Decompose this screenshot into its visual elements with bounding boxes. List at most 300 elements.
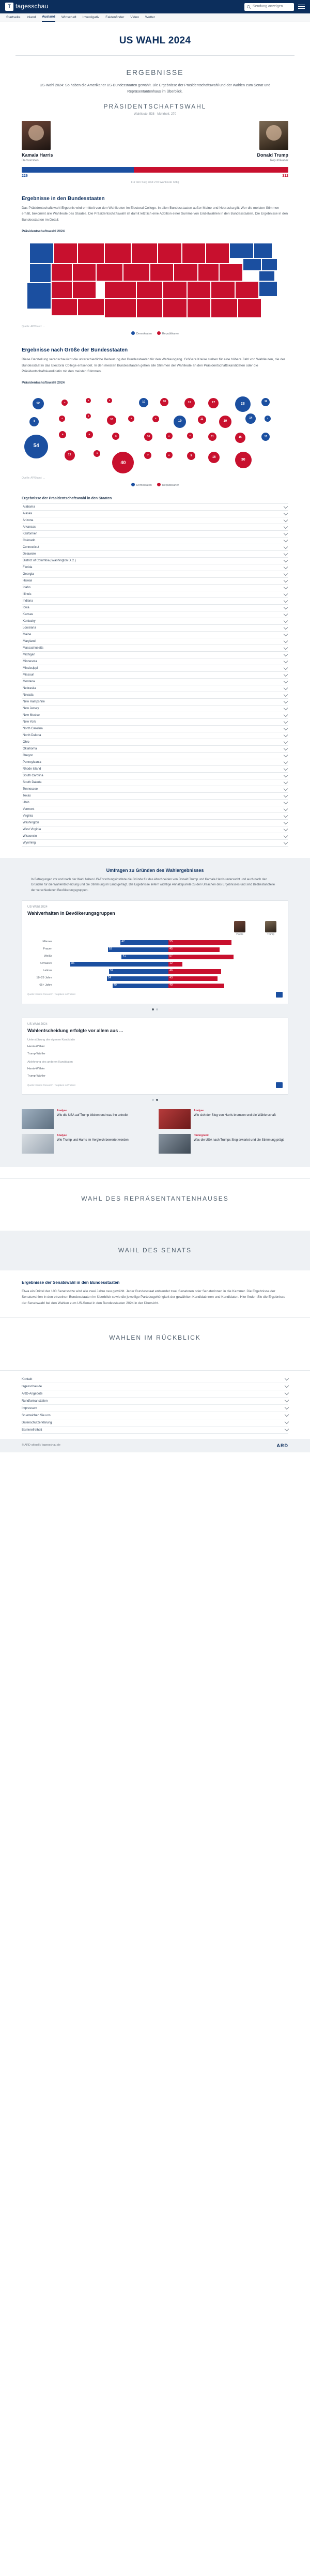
brand-name: tagesschau: [16, 3, 49, 10]
footer-link-label: So erreichen Sie uns: [22, 1414, 51, 1417]
motivation-chart-rejection: [27, 1066, 283, 1079]
state-name: Nevada: [23, 693, 34, 697]
state-ma[interactable]: [254, 243, 272, 258]
state-va[interactable]: [259, 281, 277, 297]
chart-row-label: Trump-Wähler: [27, 1052, 45, 1056]
teaser-kicker: Hintergrund: [194, 1134, 209, 1138]
state-sd[interactable]: [104, 243, 131, 264]
share-button[interactable]: [276, 992, 283, 998]
chevron-down-icon: [284, 793, 288, 797]
state-accordion-row[interactable]: [22, 786, 288, 793]
bubble-map-caption: Quelle: AP/Stand: ...: [22, 476, 45, 480]
footer-link-row[interactable]: [22, 1390, 288, 1398]
state-name: Washington: [23, 821, 39, 824]
state-accordion-row[interactable]: [22, 538, 288, 544]
nav-item-wetter[interactable]: Wetter: [145, 16, 155, 20]
state-az[interactable]: [51, 299, 78, 316]
bubble-ut[interactable]: 6: [86, 431, 93, 438]
state-accordion-row[interactable]: [22, 618, 288, 625]
state-wi[interactable]: [158, 243, 181, 264]
state-accordion-row[interactable]: [22, 679, 288, 685]
state-mo[interactable]: [136, 281, 163, 299]
bubble-va[interactable]: 13: [261, 433, 270, 441]
state-name: Maryland: [23, 639, 36, 643]
bubble-map-legend: [22, 483, 288, 488]
bubble-pa[interactable]: 19: [219, 416, 231, 428]
chevron-down-icon: [285, 1405, 289, 1409]
search-input[interactable]: [244, 3, 294, 11]
elector-bar-dem: [22, 167, 134, 173]
chevron-down-icon: [284, 685, 288, 689]
chevron-down-icon: [284, 585, 288, 589]
state-name: Minnesota: [23, 660, 37, 663]
chart-value-rep: 12: [169, 961, 173, 965]
chevron-down-icon: [284, 551, 288, 555]
bubble-ms[interactable]: 6: [187, 433, 193, 439]
main-navigation: [0, 13, 310, 22]
state-accordion-row[interactable]: [22, 598, 288, 605]
state-accordion-row[interactable]: [22, 685, 288, 692]
footer-link-row[interactable]: [22, 1419, 288, 1427]
state-ar[interactable]: [163, 281, 187, 299]
state-id[interactable]: [51, 264, 72, 281]
bubble-nc[interactable]: 16: [235, 433, 245, 443]
chevron-down-icon: [284, 611, 288, 616]
footer-link-row[interactable]: [22, 1398, 288, 1405]
state-name: Kalifornien: [23, 532, 38, 535]
legend-gop: Republikaner: [157, 483, 179, 488]
bubble-ct[interactable]: 7: [265, 416, 271, 422]
bubble-ca[interactable]: 54: [24, 435, 48, 458]
state-accordion-row[interactable]: [22, 625, 288, 632]
state-name: Indiana: [23, 599, 33, 603]
state-results-block: [22, 195, 288, 336]
candidate-harris: [22, 121, 144, 163]
retrospective-section-heading: WAHLEN IM RÜCKBLICK: [0, 1317, 310, 1358]
state-name: Virginia: [23, 814, 33, 818]
state-name: Missouri: [23, 673, 35, 677]
state-fl[interactable]: [238, 299, 261, 318]
avatar: [22, 121, 51, 150]
state-ca[interactable]: [27, 283, 51, 309]
chevron-down-icon: [284, 618, 288, 622]
state-accordion-row[interactable]: [22, 840, 288, 847]
card-kicker: US-Wahl 2024: [27, 1022, 48, 1026]
chevron-down-icon: [284, 578, 288, 582]
presidential-summary: [22, 102, 288, 185]
state-name: Maine: [23, 633, 32, 636]
bubble-ne[interactable]: 5: [128, 416, 134, 422]
state-name: New York: [23, 720, 36, 724]
chevron-down-icon: [284, 558, 288, 562]
bubble-ma[interactable]: 11: [261, 398, 270, 406]
bubble-sd[interactable]: 3: [107, 398, 112, 403]
bubble-wa[interactable]: 12: [33, 398, 44, 409]
states-accordion-title: Ergebnisse der Präsidentschaftswahl in den Staaten: [22, 497, 112, 501]
carousel-dots[interactable]: [0, 1099, 310, 1101]
bubble-in[interactable]: 11: [198, 416, 206, 424]
state-name: Arkansas: [23, 525, 36, 529]
chart-row: [27, 961, 283, 967]
chart-value-dem: 53: [109, 947, 112, 950]
bubble-ia[interactable]: 6: [152, 416, 159, 422]
chart-value-dem: 52: [110, 969, 114, 972]
chevron-down-icon: [284, 511, 288, 515]
state-nj[interactable]: [243, 258, 261, 271]
chart-value: 50: [60, 1070, 64, 1074]
chevron-down-icon: [284, 732, 288, 737]
elector-bar-gop: [134, 167, 288, 173]
chevron-down-icon: [284, 672, 288, 676]
state-accordion-row[interactable]: [22, 706, 288, 712]
state-accordion-row[interactable]: [22, 517, 288, 524]
state-mi[interactable]: [182, 243, 206, 264]
state-name: Oregon: [23, 754, 34, 757]
bubble-la[interactable]: 8: [166, 452, 173, 458]
footer-link-row[interactable]: [22, 1376, 288, 1383]
top-header-bar: [0, 0, 310, 13]
bubble-or[interactable]: 8: [29, 417, 39, 426]
chart-row-label: Weiße: [44, 955, 52, 958]
state-wa[interactable]: [29, 243, 53, 264]
chevron-down-icon: [284, 658, 288, 663]
state-name: North Dakota: [23, 733, 41, 737]
state-name: Nebraska: [23, 686, 36, 690]
state-accordion-row[interactable]: [22, 692, 288, 699]
state-accordion-row[interactable]: [22, 531, 288, 538]
chart-row-label: Latinos: [43, 969, 52, 973]
state-al[interactable]: [187, 299, 211, 318]
us-choropleth-map[interactable]: [22, 236, 288, 323]
state-accordion-row[interactable]: [22, 665, 288, 672]
brand-logo[interactable]: [5, 2, 48, 11]
search-icon: [246, 5, 251, 9]
state-tx[interactable]: [104, 299, 136, 318]
state-accordion-row[interactable]: [22, 504, 288, 511]
state-name: Massachusetts: [23, 646, 44, 650]
state-accordion-row[interactable]: [22, 544, 288, 551]
footer-link-row[interactable]: [22, 1427, 288, 1434]
state-accordion-row[interactable]: [22, 551, 288, 558]
candidate-party: Republikaner: [270, 159, 288, 162]
teaser-kicker: Analyse: [194, 1109, 204, 1113]
footer-link-label: ARD-Angebote: [22, 1392, 43, 1396]
avatar: [259, 121, 288, 150]
state-wy[interactable]: [72, 264, 96, 281]
card-title: Wahlverhalten in Bevölkerungsgruppen: [27, 910, 115, 916]
candidate-trump: [166, 121, 288, 163]
chevron-down-icon: [284, 605, 288, 609]
state-accordion-row[interactable]: [22, 652, 288, 658]
footer-link-label: Rundfunkanstalten: [22, 1399, 48, 1403]
state-accordion-row[interactable]: [22, 591, 288, 598]
state-mn[interactable]: [131, 243, 158, 264]
state-accordion-row[interactable]: [22, 658, 288, 665]
bubble-co[interactable]: 10: [107, 416, 116, 425]
state-accordion-row[interactable]: [22, 726, 288, 732]
page-title: US WAHL 2024: [119, 35, 191, 46]
state-name: Georgia: [23, 572, 34, 576]
elector-bar-note: Für den Sieg sind 270 Wahlleute nötig: [131, 180, 179, 184]
state-in[interactable]: [198, 264, 219, 281]
state-ks[interactable]: [104, 281, 136, 299]
chevron-down-icon: [285, 1391, 289, 1395]
state-name: Delaware: [23, 552, 36, 556]
nav-item-investigativ[interactable]: Investigativ: [82, 16, 100, 20]
bubble-ks[interactable]: 6: [112, 433, 119, 440]
chevron-down-icon: [284, 800, 288, 804]
state-accordion-row[interactable]: [22, 719, 288, 726]
state-nv[interactable]: [51, 281, 72, 299]
state-accordion-row[interactable]: [22, 820, 288, 826]
footer-links: [22, 1376, 288, 1434]
bubble-ny[interactable]: 28: [235, 396, 251, 412]
bubble-nv[interactable]: 6: [59, 431, 66, 438]
bubble-map-subtitle: Präsidentschaftswahl 2024: [22, 381, 65, 385]
state-accordion-row[interactable]: [22, 746, 288, 753]
chevron-down-icon: [284, 766, 288, 770]
state-ia[interactable]: [150, 264, 174, 281]
carousel-dots[interactable]: [0, 1008, 310, 1010]
state-accordion-row[interactable]: [22, 739, 288, 746]
chevron-down-icon: [284, 753, 288, 757]
state-name: Rhode Island: [23, 767, 41, 771]
bubble-tx[interactable]: 40: [112, 452, 134, 473]
state-accordion-row[interactable]: [22, 779, 288, 786]
state-or[interactable]: [29, 264, 51, 283]
chevron-down-icon: [284, 826, 288, 831]
bubble-wy[interactable]: 3: [86, 413, 91, 419]
chevron-down-icon: [285, 1398, 289, 1402]
bubble-fl[interactable]: 30: [235, 452, 252, 468]
group-label-support: Unterstützung der eigenen Kandidatin: [27, 1038, 75, 1041]
chevron-down-icon: [284, 504, 288, 508]
results-lead-text: US-Wahl 2024: So haben die Amerikaner US-Bundesstaaten gewählt. Die Ergebnisse der Präsidentschaftswahl und der Wahlen zum Senat und Repräsentantenhaus im Überblick.: [39, 83, 271, 94]
state-pa[interactable]: [219, 264, 243, 281]
chevron-down-icon: [285, 1420, 289, 1424]
state-name: Kansas: [23, 612, 34, 616]
footer-link-row[interactable]: [22, 1383, 288, 1390]
surveys-text: In Befragungen vor und nach der Wahl haben US-Forschungsinstitute die Gründe für das Abschneiden von Donald Trump und Kamala Harris untersucht und auch nach den Gründen für die Wahlentscheidung und die Stimmung im Land gefragt. Die Ergebnisse liefern wichtige Anhaltspunkte zu den Ursachen des Ergebnisses und sind Bildbestandteile der verschiedenen Bevölkerungsgruppen.: [31, 878, 275, 892]
bubble-az[interactable]: 11: [65, 450, 75, 461]
state-ct[interactable]: [261, 258, 277, 271]
chevron-down-icon: [285, 1427, 289, 1431]
bubble-il[interactable]: 19: [174, 416, 186, 428]
state-accordion-row[interactable]: [22, 564, 288, 571]
state-accordion-row[interactable]: [22, 773, 288, 779]
state-mt[interactable]: [54, 243, 78, 264]
bubble-id[interactable]: 4: [59, 416, 65, 422]
chevron-down-icon: [284, 806, 288, 810]
state-accordion-row[interactable]: [22, 759, 288, 766]
state-name: North Carolina: [23, 727, 43, 730]
bubble-ar[interactable]: 6: [166, 433, 173, 439]
state-name: Idaho: [23, 586, 31, 589]
nav-item-startseite[interactable]: Startseite: [6, 16, 21, 20]
chart-row: [27, 1045, 283, 1050]
state-accordion-row[interactable]: [22, 826, 288, 833]
avatar: [234, 921, 245, 932]
footer: [0, 1370, 310, 1452]
state-oh[interactable]: [206, 243, 229, 264]
chart-source: Quelle: Edison Research / Angaben in Prozent: [27, 993, 75, 996]
bubble-mi[interactable]: 15: [184, 398, 195, 408]
bubble-mo[interactable]: 10: [144, 433, 152, 441]
chevron-down-icon: [284, 598, 288, 602]
surveys-heading: Umfragen zu Gründen des Wahlergebnisses: [106, 868, 204, 873]
nav-item-faktenfinder[interactable]: Faktenfinder: [105, 16, 125, 20]
bubble-wi[interactable]: 10: [160, 398, 168, 406]
state-accordion-row[interactable]: [22, 699, 288, 706]
chart-row: [27, 976, 283, 982]
state-name: New Hampshire: [23, 700, 45, 703]
chart-row-label: Harris-Wähler: [27, 1045, 45, 1049]
size-map-title: Ergebnisse nach Größe der Bundesstaaten: [22, 347, 128, 353]
legend-dem: Demokraten: [131, 331, 152, 336]
state-name: Michigan: [23, 653, 36, 656]
state-accordion-row[interactable]: [22, 753, 288, 759]
state-ga[interactable]: [211, 299, 238, 318]
chevron-down-icon: [284, 759, 288, 763]
state-name: Alaska: [23, 512, 33, 515]
chart-row: [27, 954, 283, 960]
teaser-item[interactable]: [159, 1134, 288, 1154]
bubble-nj[interactable]: 14: [245, 413, 256, 424]
state-ms[interactable]: [187, 281, 211, 299]
chevron-down-icon: [284, 833, 288, 837]
state-nm[interactable]: [78, 299, 104, 316]
chart-card-voter-groups: [22, 900, 288, 1004]
teaser-item[interactable]: [159, 1109, 288, 1129]
state-accordion-row[interactable]: [22, 558, 288, 564]
state-accordion-row[interactable]: [22, 511, 288, 517]
state-accordion-row[interactable]: [22, 578, 288, 585]
map-subtitle: Präsidentschaftswahl 2024: [22, 229, 65, 234]
state-accordion-row[interactable]: [22, 793, 288, 800]
state-ne[interactable]: [123, 264, 150, 281]
bubble-tn[interactable]: 11: [208, 433, 216, 441]
bubble-ga[interactable]: 16: [208, 452, 220, 463]
bubble-nm[interactable]: 5: [94, 450, 100, 457]
chart-value-dem: 86: [71, 961, 75, 965]
bubble-mn[interactable]: 10: [139, 398, 148, 407]
teaser-grid: [22, 1109, 288, 1154]
state-accordion-row[interactable]: [22, 611, 288, 618]
menu-button[interactable]: [298, 5, 305, 9]
map-legend: [22, 331, 288, 336]
footer-link-row[interactable]: [22, 1412, 288, 1419]
search-placeholder-text: Sendung anzeigen: [253, 4, 283, 8]
chart-row-label: Frauen: [43, 947, 52, 951]
bubble-mt[interactable]: 4: [61, 400, 68, 406]
state-name: New Jersey: [23, 707, 39, 710]
state-accordion-row[interactable]: [22, 524, 288, 531]
state-name: South Dakota: [23, 780, 42, 784]
teaser-item[interactable]: [22, 1134, 151, 1154]
state-accordion-row[interactable]: [22, 571, 288, 578]
chart-value-rep: 46: [169, 969, 173, 972]
group-label-rejection: Ablehnung des anderen Kandidaten: [27, 1060, 73, 1064]
state-il[interactable]: [174, 264, 197, 281]
state-nc[interactable]: [235, 281, 259, 299]
presidential-subheading: Wahlleute: 538 · Mehrheit: 270: [134, 113, 176, 116]
share-button[interactable]: [276, 1082, 283, 1088]
senate-block-text: Etwa ein Drittel der 100 Senatssitze wird alle zwei Jahre neu gewählt. Jeder Bundesstaat entsendet zwei Senatoren oder Senatorinnen in die Kammer. Die Ergebnisse der Senatswahlen in den einzelnen Bundesstaaten im Überblick sowie die jeweilige Parteizugehörigkeit der gewählten Kandidatinnen und Kandidaten. Hier finden Sie die Ergebnisse der Senatswahl bei den Wahlen zum US-Senat in den Bundesstaaten 2024 in der Übersicht.: [22, 1289, 286, 1305]
state-accordion-row[interactable]: [22, 813, 288, 820]
chevron-down-icon: [284, 571, 288, 575]
state-name: South Carolina: [23, 774, 43, 777]
us-bubble-map[interactable]: [22, 388, 288, 474]
chart-row-label: 18–29 Jahre: [36, 976, 52, 980]
chevron-down-icon: [285, 1413, 289, 1417]
chevron-down-icon: [284, 712, 288, 716]
state-accordion-row[interactable]: [22, 800, 288, 806]
chart-row: [27, 947, 283, 953]
state-name: Wyoming: [23, 841, 36, 845]
bubble-al[interactable]: 9: [187, 452, 195, 460]
chart-value: 47: [60, 1048, 64, 1051]
state-accordion-row[interactable]: [22, 806, 288, 813]
copyright-text: © ARD-aktuell / tagesschau.de: [22, 1444, 60, 1447]
nav-item-wirtschaft[interactable]: Wirtschaft: [61, 16, 76, 20]
brand-mark-icon: T: [5, 3, 13, 11]
state-co[interactable]: [96, 264, 123, 281]
state-accordion-row[interactable]: [22, 732, 288, 739]
state-accordion-row[interactable]: [22, 645, 288, 652]
state-name: Florida: [23, 565, 33, 569]
teaser-item[interactable]: [22, 1109, 151, 1129]
chevron-down-icon: [284, 820, 288, 824]
nav-item-ausland[interactable]: Ausland: [42, 13, 55, 22]
state-accordion-row[interactable]: [22, 638, 288, 645]
state-ny[interactable]: [229, 243, 253, 258]
chart-source: Quelle: Edison Research / Angaben in Prozent: [27, 1083, 75, 1086]
state-nd[interactable]: [78, 243, 104, 264]
state-accordion-row[interactable]: [22, 605, 288, 611]
footer-link-label: Barrierefreiheit: [22, 1428, 42, 1432]
state-accordion-row[interactable]: [22, 833, 288, 840]
chart-value-rep: 49: [169, 983, 173, 987]
bubble-oh[interactable]: 17: [208, 398, 219, 408]
state-name: Utah: [23, 801, 29, 804]
nav-item-video[interactable]: Video: [130, 16, 139, 20]
state-name: New Mexico: [23, 713, 40, 717]
chart-row-label: 65+ Jahre: [39, 984, 52, 987]
nav-item-inland[interactable]: Inland: [26, 16, 36, 20]
footer-link-label: Impressum: [22, 1406, 37, 1410]
state-ok[interactable]: [136, 299, 163, 318]
state-tn[interactable]: [211, 281, 235, 299]
state-name: Tennessee: [23, 787, 38, 791]
teaser-thumbnail: [159, 1109, 191, 1129]
state-accordion-row[interactable]: [22, 766, 288, 773]
state-accordion-row[interactable]: [22, 712, 288, 719]
state-ut[interactable]: [72, 281, 96, 299]
chart-value-rep: 43: [169, 976, 173, 979]
bubble-nd[interactable]: 3: [86, 398, 91, 403]
state-la[interactable]: [163, 299, 187, 318]
state-accordion-row[interactable]: [22, 632, 288, 638]
state-accordion-row[interactable]: [22, 585, 288, 591]
state-de[interactable]: [259, 271, 275, 281]
chevron-down-icon: [284, 706, 288, 710]
elector-count-gop: 312: [282, 174, 288, 178]
chart-value-rep: 45: [169, 947, 173, 950]
state-name: Iowa: [23, 606, 29, 609]
state-accordion-row[interactable]: [22, 672, 288, 679]
bubble-ok[interactable]: 7: [144, 452, 151, 459]
footer-link-row[interactable]: [22, 1405, 288, 1412]
